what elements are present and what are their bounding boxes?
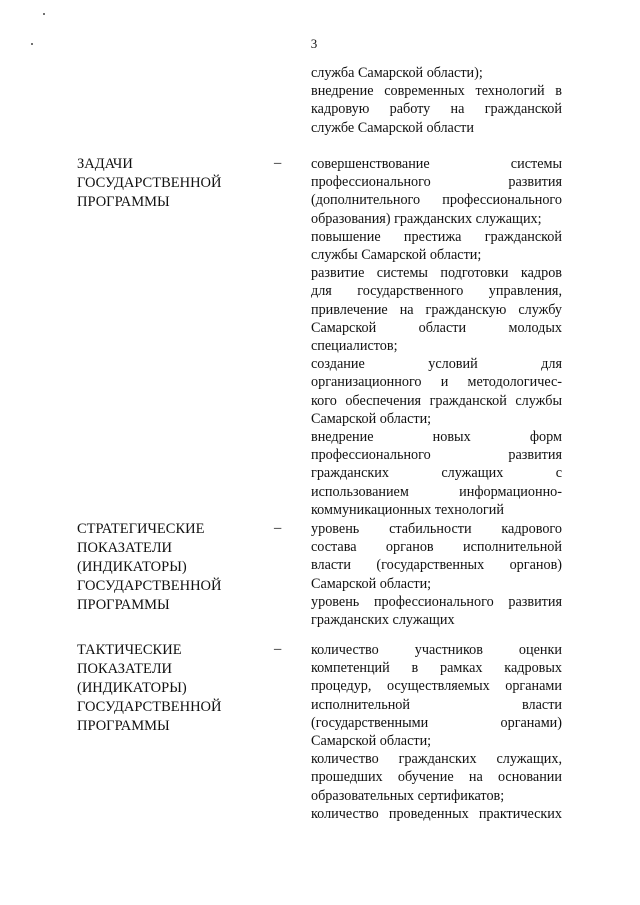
text-line: совершенствование системы <box>311 156 562 172</box>
section-label <box>77 641 257 736</box>
text-line: уровень профессионального развития <box>311 593 562 610</box>
text-line: исполнительной власти <box>311 696 562 713</box>
text-line: власти (государственных органов) <box>311 557 562 574</box>
label-line: ПРОГРАММЫ <box>77 597 170 613</box>
label-line: ПОКАЗАТЕЛИ <box>77 540 173 556</box>
text-line: Самарской области молодых <box>311 319 562 336</box>
text-line: гражданских служащих с <box>311 465 562 482</box>
text-line: состава органов исполнительной <box>311 539 562 556</box>
text-line: кого обеспечения гражданской службы <box>311 392 562 409</box>
section-label <box>77 155 257 212</box>
dash-separator: – <box>274 155 282 171</box>
section-content <box>311 641 562 823</box>
label-line: ПОКАЗАТЕЛИ <box>77 661 173 677</box>
label-line: СТРАТЕГИЧЕСКИЕ <box>77 521 205 537</box>
text-line: образовательных сертификатов; <box>311 787 505 804</box>
page-number: 3 <box>310 36 318 51</box>
label-line: ЗАДАЧИ <box>77 156 133 172</box>
text-line: Самарской области; <box>311 733 432 750</box>
dash-separator: – <box>274 641 282 657</box>
text-line: привлечение на гражданскую службу <box>311 301 562 318</box>
text-line: гражданских служащих <box>311 612 455 629</box>
scan-speck <box>31 43 33 45</box>
label-line: ПРОГРАММЫ <box>77 194 170 210</box>
section-content <box>311 155 562 519</box>
text-line: процедур, осуществляемых органами <box>311 678 562 695</box>
text-line: профессионального развития <box>311 447 562 464</box>
text-line: службы Самарской области; <box>311 247 482 264</box>
section-content <box>311 520 562 629</box>
intro-text <box>311 64 562 137</box>
label-line: ГОСУДАРСТВЕННОЙ <box>77 699 222 715</box>
text-line: специалистов; <box>311 338 398 355</box>
text-line: коммуникационных технологий <box>311 501 504 518</box>
text-line: уровень стабильности кадрового <box>311 521 562 537</box>
text-line: компетенций в рамках кадровых <box>311 660 562 677</box>
scan-speck <box>43 13 45 15</box>
label-line: ГОСУДАРСТВЕННОЙ <box>77 578 222 594</box>
label-line: (ИНДИКАТОРЫ) <box>77 559 187 575</box>
label-line: ПРОГРАММЫ <box>77 718 170 734</box>
text-line: внедрение современных технологий в <box>311 83 562 100</box>
text-line: организационного и методологичес- <box>311 374 562 391</box>
text-line: Самарской области; <box>311 575 432 592</box>
dash-separator: – <box>274 520 282 536</box>
text-line: использованием информационно- <box>311 483 562 500</box>
text-line: (дополнительного профессионального <box>311 192 562 209</box>
text-line: службе Самарской области <box>311 119 474 136</box>
text-line: внедрение новых форм <box>311 429 562 446</box>
text-line: развитие системы подготовки кадров <box>311 265 562 282</box>
text-line: профессионального развития <box>311 174 562 191</box>
text-line: создание условий для <box>311 356 562 373</box>
label-line: ГОСУДАРСТВЕННОЙ <box>77 175 222 191</box>
text-line: прошедших обучение на основании <box>311 769 562 786</box>
label-line: ТАКТИЧЕСКИЕ <box>77 642 182 658</box>
label-line: (ИНДИКАТОРЫ) <box>77 680 187 696</box>
text-line: повышение престижа гражданской <box>311 228 562 245</box>
text-line: количество проведенных практических <box>311 805 562 822</box>
section-label <box>77 520 257 615</box>
text-line: количество участников оценки <box>311 642 562 658</box>
text-line: кадровую работу на гражданской <box>311 101 562 118</box>
text-line: образования) гражданских служащих; <box>311 210 542 227</box>
text-line: (государственными органами) <box>311 714 562 731</box>
text-line: Самарской области; <box>311 410 432 427</box>
text-line: количество гражданских служащих, <box>311 751 562 768</box>
text-line: служба Самарской области); <box>311 65 483 81</box>
text-line: для государственного управления, <box>311 283 562 300</box>
